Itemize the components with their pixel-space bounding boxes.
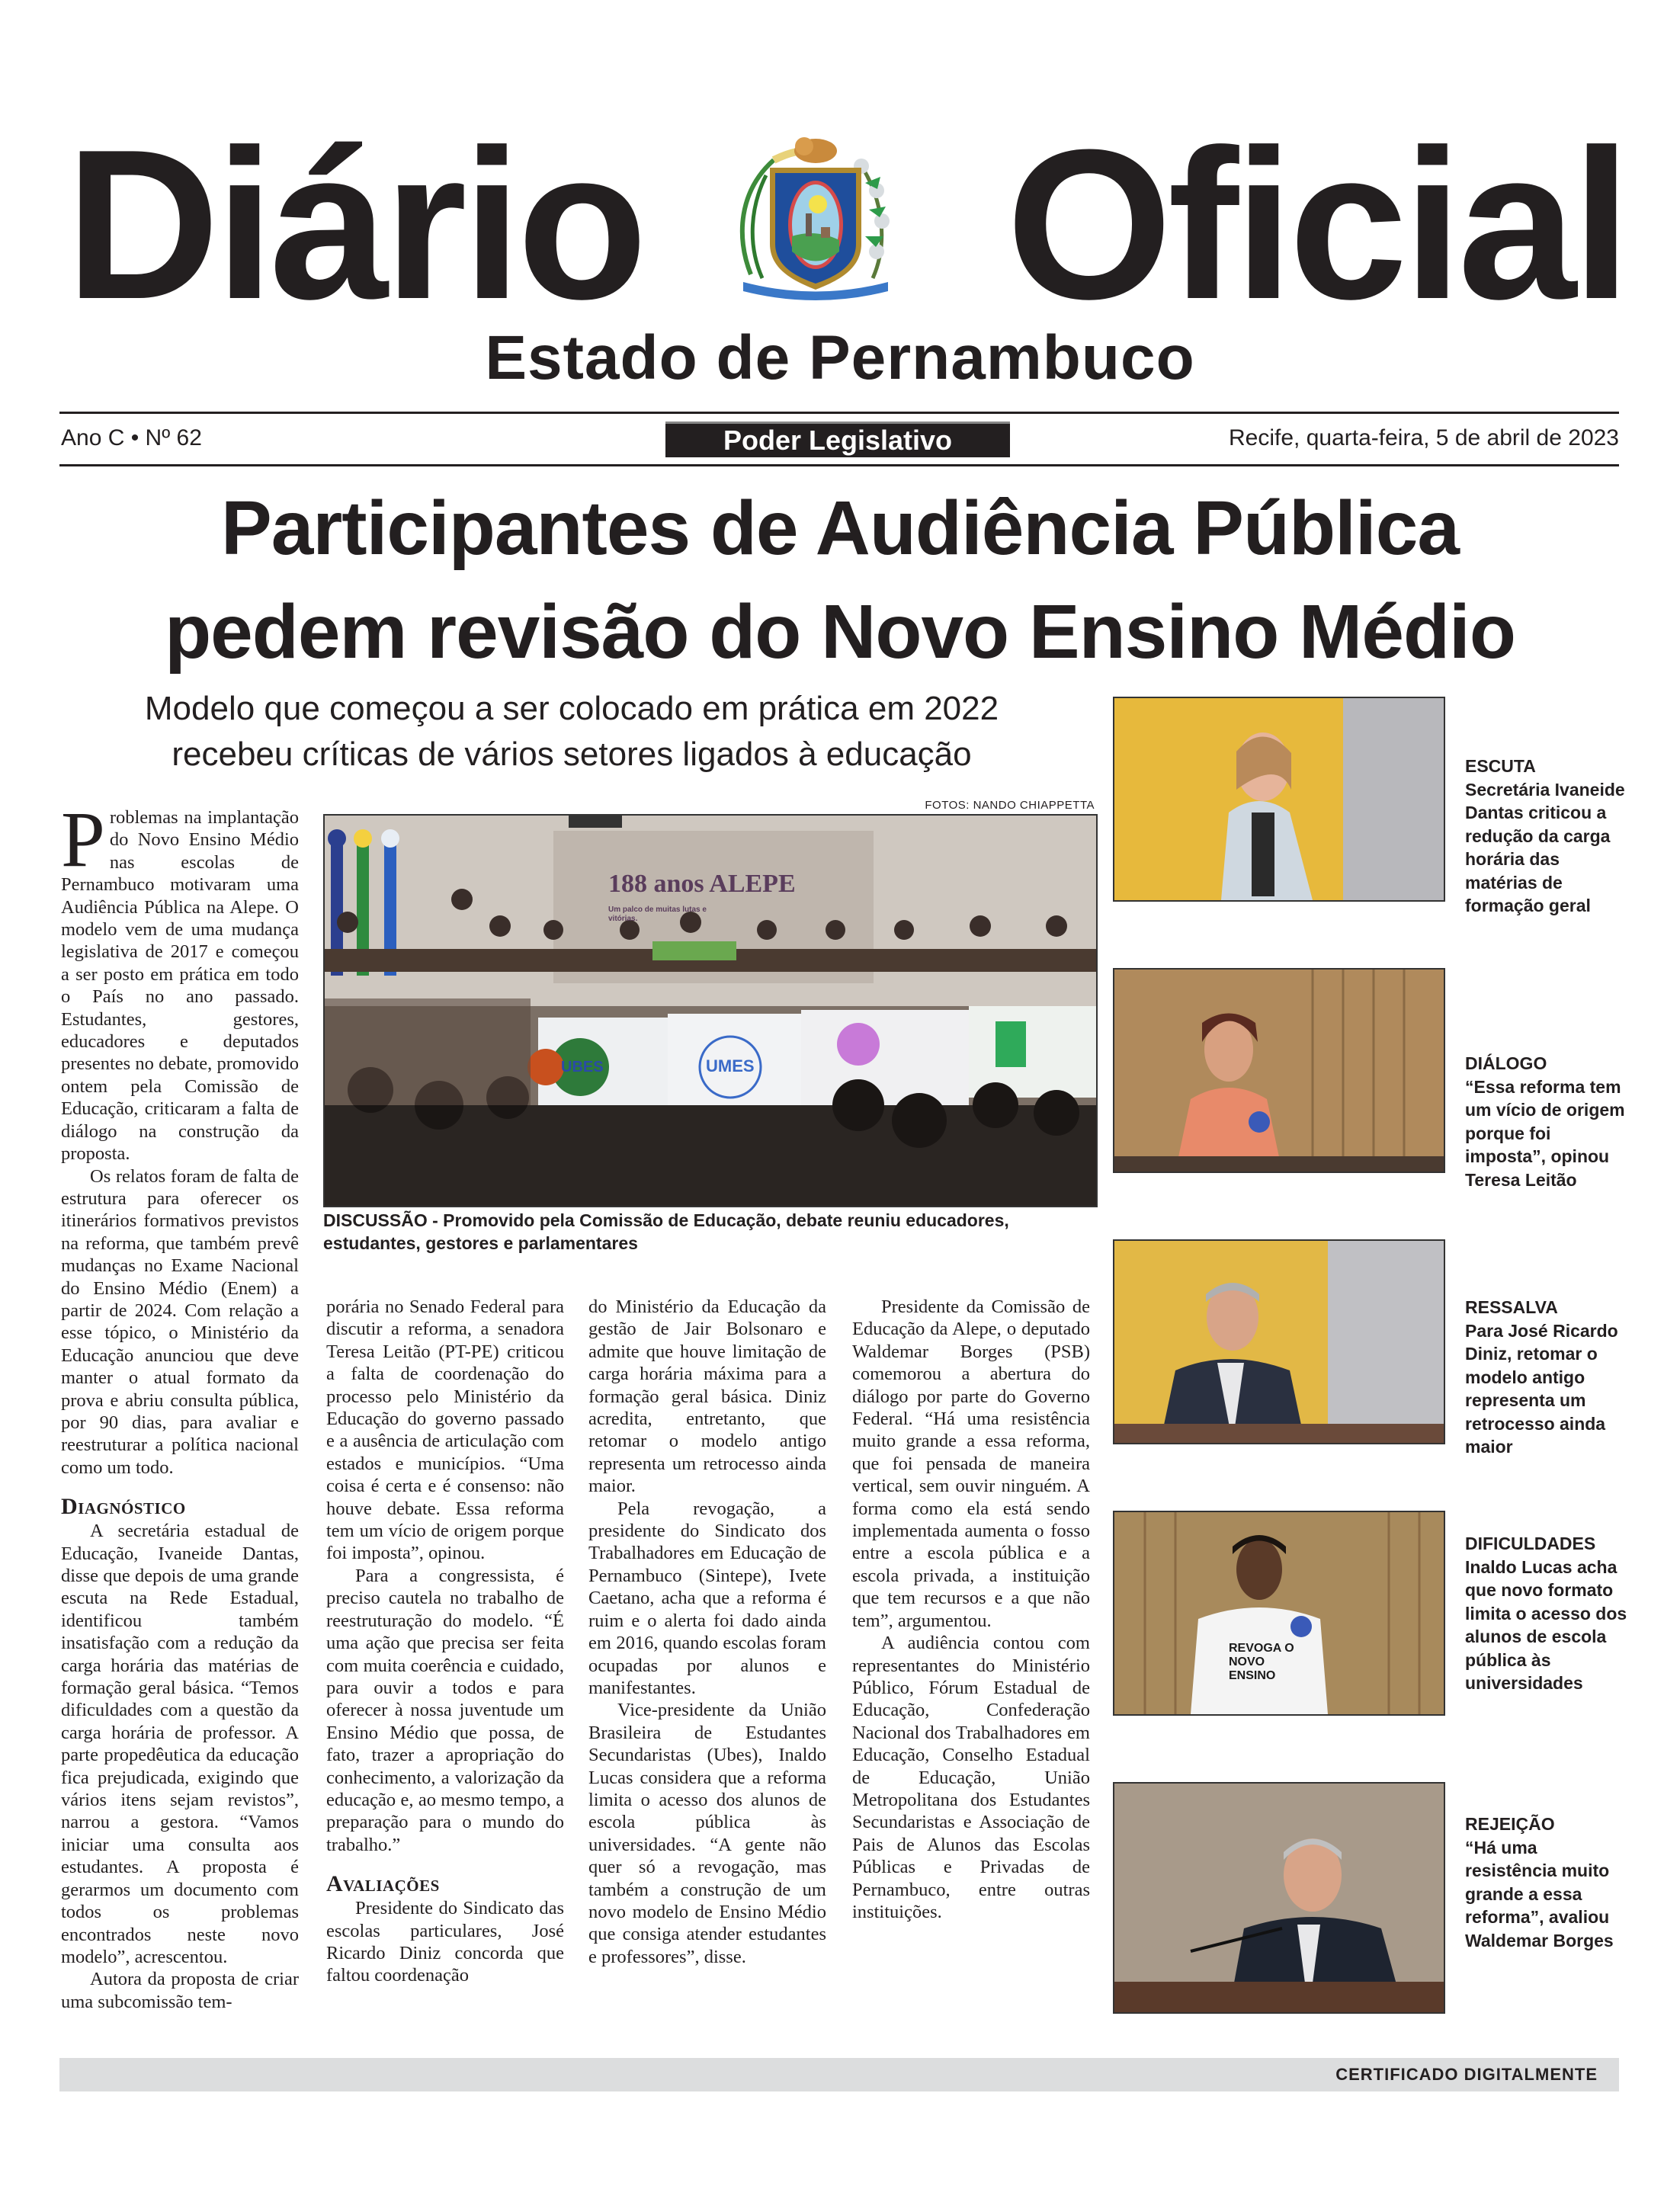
- speaker-photo-illustration: [1114, 1241, 1444, 1443]
- paragraph: Presidente do Sindicato das escolas particulares, José Ricardo Diniz concorda que faltou coordenação: [326, 1898, 564, 1986]
- side-caption-label: REJEIÇÃO: [1465, 1814, 1555, 1834]
- drop-cap: P: [61, 796, 105, 883]
- side-caption-dificuldades: [1465, 1532, 1633, 1695]
- bottom-rule: [59, 464, 1619, 466]
- side-caption-text: Secretária Ivaneide Dantas criticou a redução da carga horária das matérias de formação geral: [1465, 779, 1625, 915]
- edition-number: Ano C • Nº 62: [61, 425, 202, 450]
- side-caption-text: Para José Ricardo Diniz, retomar o modelo antigo representa um retrocesso ainda maior: [1465, 1320, 1618, 1457]
- paragraph: Presidente da Comissão de Educação da Alepe, o deputado Waldemar Borges (PSB) comemorou a abertura do diálogo por parte do Governo Federal. “Há uma resistência muito grande a essa reforma, que foi pensada de maneira vertical, sem ouvir ninguém. A forma como ela está sendo implementada aumenta o fosso entre a escola pública e a escola privada, a instituição que tem recursos e a que não tem”, argumentou.: [852, 1297, 1090, 1631]
- ubes-flag-label: UBES: [561, 1059, 604, 1075]
- side-photo-dialogo: [1113, 968, 1445, 1173]
- side-caption-ressalva: [1465, 1296, 1633, 1459]
- footer-bar: [59, 2058, 1619, 2091]
- side-photo-dificuldades: [1113, 1511, 1445, 1716]
- side-caption-rejeicao: [1465, 1813, 1633, 1952]
- publication-date: Recife, quarta-feira, 5 de abril de 2023: [1229, 425, 1619, 450]
- digital-certification-label: CERTIFICADO DIGITALMENTE: [1335, 2065, 1598, 2084]
- paragraph: Para a congressista, é preciso cautela no trabalho de reestruturação do modelo. “É uma ação que precisa ser feita com muita coerência e cuidado, para ouvir a todos e para oferecer à nossa juventude um Ensino Médio que possa, de fato, trazer a apropriação do conhecimento, a valorização da educação e, ao mesmo tempo, a preparação para o mundo do trabalho.”: [326, 1565, 564, 1855]
- subheadline-line-2: recebeu críticas de vários setores ligados à educação: [172, 736, 972, 773]
- side-caption-label: ESCUTA: [1465, 756, 1536, 776]
- masthead: [0, 106, 1680, 419]
- subheadline: [46, 686, 1098, 777]
- photo-banner-tagline: Um palco de muitas lutas e vitórias.: [608, 905, 707, 923]
- paragraph: Vice-presidente da União Brasileira de Estudantes Secundaristas (Ubes), Inaldo Lucas considera que a reforma limita o acesso dos alunos de escola pública às universidades. “A gente não quer só a revogação, mas também a construção de um novo modelo de Ensino Médio que consiga atender estudantes e professores”, disse.: [588, 1700, 826, 1967]
- main-photo: [323, 814, 1098, 1207]
- side-photo-escuta: [1113, 697, 1445, 902]
- subheadline-line-1: Modelo que começou a ser colocado em prática em 2022: [144, 690, 999, 727]
- paragraph: Os relatos foram de falta de estrutura para oferecer os itinerários formativos previstos na reforma, que também prevê mudanças no Exame Nacional do Ensino Médio (Enem) a partir de 2024. Com relação a esse tópico, o Ministério da Educação anunciou que deve manter o atual formato da prova e abriu consulta pública, por 90 dias, para avaliar e reestruturar a política nacional como um todo.: [61, 1165, 299, 1478]
- top-rule: [59, 412, 1619, 414]
- shirt-slogan: REVOGA O NOVO ENSINO: [1229, 1642, 1294, 1682]
- section-subtitle-diagnostico: Diagnóstico: [61, 1494, 186, 1520]
- headline-line-1: Participantes de Audiência Pública: [221, 486, 1459, 571]
- side-caption-dialogo: [1465, 1052, 1633, 1191]
- paragraph: Pela revogação, a presidente do Sindicato dos Trabalhadores em Educação de Pernambuco (Sintepe), Ivete Caetano, acha que a reforma é ruim e o alerta foi dado ainda em 2016, quando escolas foram ocupadas por alunos e manifestantes.: [588, 1498, 826, 1698]
- side-caption-label: DIFICULDADES: [1465, 1534, 1596, 1553]
- paragraph: porária no Senado Federal para discutir a reforma, a senadora Teresa Leitão (PT-PE) criticou a falta de coordenação do processo pelo Ministério da Educação do governo passado e a ausência de articulação com estados e municípios. “Uma coisa é certa e é consenso: não houve debate. Essa reforma tem um vício de origem porque foi imposta”, opinou.: [326, 1297, 564, 1564]
- paragraph: do Ministério da Educação da gestão de Jair Bolsonaro e admite que houve limitação de carga horária máxima para a formação geral básica. Diniz acredita, entretanto, que retomar o modelo antigo representa um retrocesso ainda maior.: [588, 1297, 826, 1497]
- photo-credit: FOTOS: NANDO CHIAPPETTA: [925, 799, 1095, 812]
- masthead-title-left: Diário: [66, 106, 643, 344]
- speaker-photo-illustration: [1114, 1784, 1444, 2012]
- article-column-2: [326, 1296, 564, 1987]
- article-column-4: [852, 1296, 1090, 1923]
- side-caption-text: Inaldo Lucas acha que novo formato limita o acesso dos alunos de escola pública às universidades: [1465, 1556, 1627, 1693]
- section-badge: Poder Legislativo: [665, 421, 1010, 457]
- coat-of-arms-icon: [720, 130, 911, 305]
- side-caption-text: “Há uma resistência muito grande a essa reforma”, avaliou Waldemar Borges: [1465, 1837, 1614, 1950]
- masthead-subtitle: Estado de Pernambuco: [485, 323, 1195, 393]
- side-photo-rejeicao: [1113, 1782, 1445, 2014]
- paragraph: Autora da proposta de criar uma subcomissão tem-: [61, 1969, 299, 2012]
- photo-banner-text: 188 anos ALEPE: [608, 870, 796, 898]
- headline-line-2: pedem revisão do Novo Ensino Médio: [165, 589, 1515, 675]
- masthead-title-right: Oficial: [1006, 106, 1627, 344]
- umes-flag-label: UMES: [706, 1056, 755, 1075]
- article-column-3: [588, 1296, 826, 1968]
- speaker-photo-illustration: [1114, 1512, 1444, 1714]
- paragraph: A secretária estadual de Educação, Ivaneide Dantas, disse que depois de uma grande escuta na Rede Estadual, identificou também insatisfação com a redução da carga horária das matérias de formação geral básica. “Temos dificuldades com a questão da carga horária de professor. A parte propedêutica da educação fica prejudicada, exigindo que vários itens sejam revistos”, narrou a gestora. “Vamos iniciar uma consulta aos estudantes. A proposta é gerarmos um documento com todos os problemas encontrados neste novo modelo”, acrescentou.: [61, 1521, 299, 1967]
- side-caption-label: RESSALVA: [1465, 1297, 1558, 1317]
- lead-paragraph-text: roblemas na implantação do Novo Ensino Médio nas escolas de Pernambuco motivaram uma Audiência Pública na Alepe. O modelo vem de uma mudança legislativa de 2017 e começou a ser posto em prática em todo o País no ano passado. Estudantes, gestores, educadores e deputados presentes no debate, promovido ontem pela Comissão de Educação, criticaram a falta de diálogo na construção da proposta.: [61, 807, 299, 1165]
- side-caption-escuta: [1465, 755, 1633, 918]
- lead-paragraph: [61, 796, 299, 1165]
- main-photo-caption: DISCUSSÃO - Promovido pela Comissão de Educação, debate reuniu educadores, estudantes, gestores e parlamentares: [323, 1210, 1009, 1253]
- side-photo-ressalva: [1113, 1239, 1445, 1444]
- speaker-photo-illustration: [1114, 970, 1444, 1172]
- paragraph: A audiência contou com representantes do Ministério Público, Fórum Estadual de Educação, Confederação Nacional dos Trabalhadores em Educação, Conselho Estadual de Educação, União Metropolitana dos Estudantes Secundaristas e Associação de Pais de Alunos das Escolas Públicas e Privadas de Pernambuco, entre outras instituições.: [852, 1633, 1090, 1922]
- headline: [46, 476, 1634, 684]
- side-caption-text: “Essa reforma tem um vício de origem porque foi imposta”, opinou Teresa Leitão: [1465, 1076, 1625, 1190]
- side-caption-label: DIÁLOGO: [1465, 1053, 1547, 1073]
- speaker-photo-illustration: [1114, 698, 1444, 900]
- section-subtitle-avaliacoes: Avaliações: [326, 1871, 440, 1897]
- article-column-1: [61, 796, 299, 2013]
